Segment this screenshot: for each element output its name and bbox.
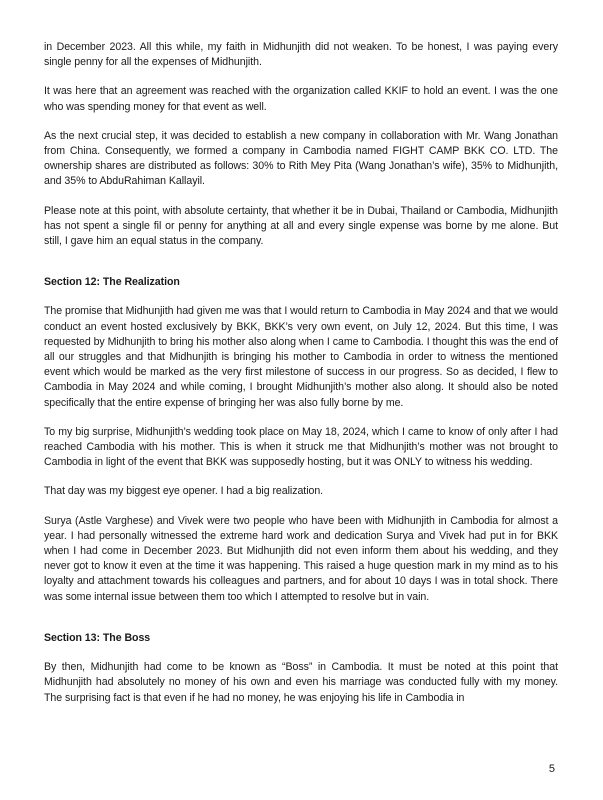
paragraph: That day was my biggest eye opener. I had a big realization. xyxy=(44,485,324,498)
paragraph: in December 2023. All this while, my faith in Midhunjith did not weaken. To be honest, I was paying every single penny for all the expenses of Midhunjith. xyxy=(44,41,558,69)
section-heading: Section 12: The Realization xyxy=(44,276,180,289)
page-number: 5 xyxy=(548,763,555,775)
document-body xyxy=(44,40,558,720)
section-spacer xyxy=(44,619,558,631)
paragraph: Please note at this point, with absolute certainty, that whether it be in Dubai, Thailand or Cambodia, Midhunjith has not spent a single fil or penny for anything at all and every single expense was borne by me alone. But still, I gave him an equal status in the company. xyxy=(44,204,558,248)
paragraph: To my big surprise, Midhunjith’s wedding took place on May 18, 2024, which I came to know of only after I had reached Cambodia with his mother. This is when it struck me that Midhunjith’s mother was not brought to Cambodia in light of the event that BKK was supposedly hosting, but it was ONLY to witness his wedding. xyxy=(44,425,558,469)
section-heading: Section 13: The Boss xyxy=(44,631,151,644)
paragraph: As the next crucial step, it was decided to establish a new company in collaboration with Mr. Wang Jonathan from China. Consequently, we formed a company in Cambodia named FIGHT CAMP BKK CO. LTD. The ownership shares are distributed as follows: 30% to Rith Mey Pita (Wang Jonathan’s wife), 35% to Midhunjith, and 35% to AbduRahiman Kallayil. xyxy=(44,129,558,188)
paragraph: It was here that an agreement was reached with the organization called KKIF to hold an event. I was the one who was spending money for that event as well. xyxy=(44,85,558,113)
paragraph: Surya (Astle Varghese) and Vivek were two people who have been with Midhunjith in Cambodia for almost a year. I had personally witnessed the extreme hard work and dedication Surya and Vivek had put in for BKK when I had come in December 2023. But Midhunjith did not even inform them about his wedding, and they never got to know it even at the time it was happening. This raised a huge question mark in my mind as to his loyalty and attachment towards his colleagues and partners, and for about 10 days I was in total shock. There was some internal issue between them too which I attempted to resolve but in vain. xyxy=(44,514,558,603)
section-spacer xyxy=(44,263,558,275)
paragraph: By then, Midhunjith had come to be known as “Boss” in Cambodia. It must be noted at this point that Midhunjith had absolutely no money of his own and even his marriage was conducted fully with my money. The surprising fact is that even if he had no money, he was enjoying his life in Cambodia in xyxy=(44,661,558,704)
paragraph: The promise that Midhunjith had given me was that I would return to Cambodia in May 2024 and that we would conduct an event hosted exclusively by BKK, BKK’s very own event, on July 12, 2024. But this time, I was requested by Midhunjith to bring his mother also along when I came to Cambodia. I thought this was the end of all our struggles and that Midhunjith is bringing his mother to Cambodia in order to witness the mentioned event which would be marked as the very first milestone of success in our progress. So as decided, I flew to Cambodia in May 2024 and while coming, I brought Midhunjith’s mother also along. It should also be noted specifically that the entire expense of bringing her was also fully borne by me. xyxy=(44,305,558,409)
